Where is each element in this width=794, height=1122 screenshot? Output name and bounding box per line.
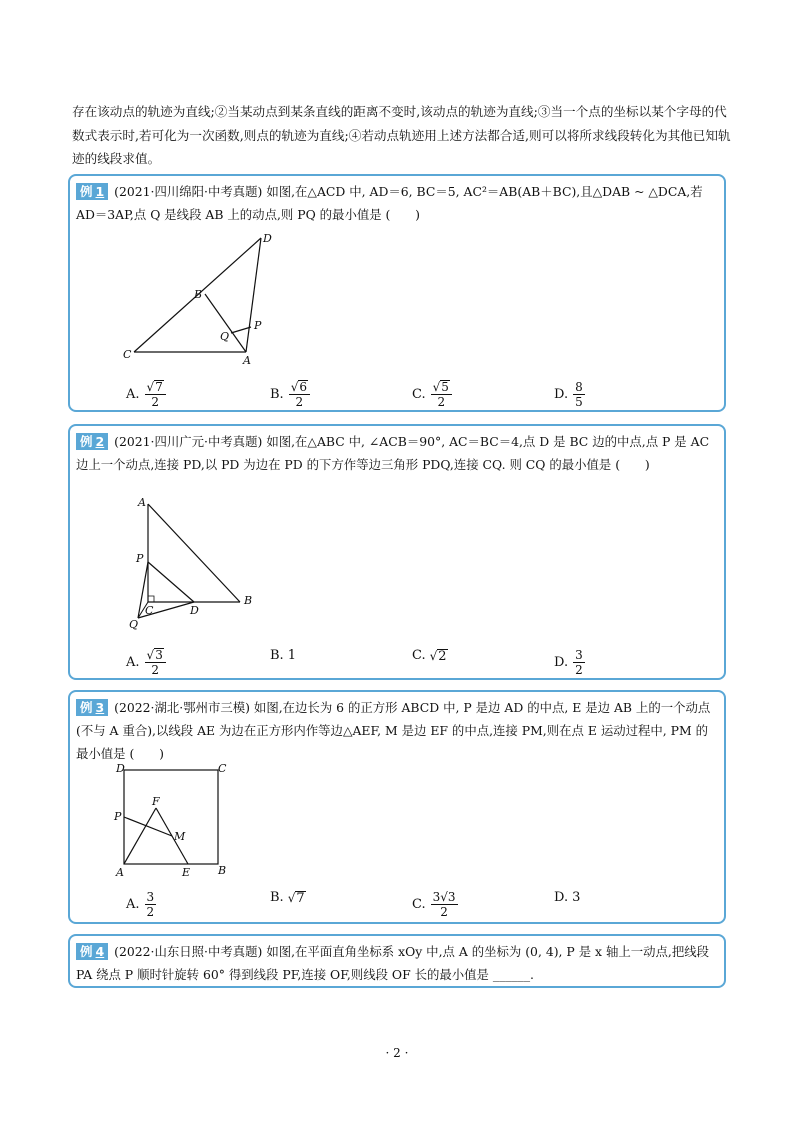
example-tag: 例 2 xyxy=(76,433,108,450)
label-c: C xyxy=(218,762,227,775)
option-a[interactable]: A. √ 3 2 xyxy=(126,648,167,677)
label-c: C xyxy=(145,604,154,617)
label-d: D xyxy=(116,762,125,775)
example-4-box xyxy=(68,934,726,988)
example-tag: 例 3 xyxy=(76,699,108,716)
option-d[interactable]: D. $\frac{8}{5}$ xyxy=(554,380,583,409)
label-b: B xyxy=(218,864,227,877)
label-a: A xyxy=(243,354,251,367)
example-1-question: (2021·四川绵阳·中考真题) 如图,在△ACD 中, AD＝6, BC＝5, AC²＝AB(AB＋BC),且△DAB ~ △DCA,若 AD＝3AP,点 Q 是线段 AB 上的动点,则 PQ 的最小值是 ( ) xyxy=(76,184,703,222)
option-c[interactable]: C. √ 2 xyxy=(412,648,447,664)
label-q: Q xyxy=(220,330,230,343)
option-b[interactable]: B. √ 7 xyxy=(270,890,305,906)
option-c[interactable]: C. √ 5 2 xyxy=(412,380,453,409)
label-b: B xyxy=(194,288,203,301)
option-d[interactable]: D. 3 xyxy=(554,890,581,905)
option-b[interactable]: B. √ 6 2 xyxy=(270,380,311,409)
label-a: A xyxy=(138,496,146,509)
label-f: F xyxy=(152,795,160,808)
page-number: · 2 · xyxy=(385,1046,409,1060)
option-c[interactable]: C. $\frac{3√3}{2}$ xyxy=(412,890,456,919)
label-e: E xyxy=(182,866,191,879)
example-1-box xyxy=(68,174,726,412)
label-d: D xyxy=(263,232,272,245)
option-b[interactable]: B. 1 xyxy=(270,648,296,663)
intro-paragraph: 存在该动点的轨迹为直线;②当某动点到某条直线的距离不变时,该动点的轨迹为直线;③当一个点的坐标以某个字母的代数式表示时,若可化为一次函数,则点的轨迹为直线;④若动点轨迹用上述方法都合适,则可以将所求线段转化为其他已知轨迹的线段求值。 xyxy=(72,104,731,166)
label-c: C xyxy=(123,348,132,361)
example-1-figure xyxy=(120,232,280,372)
label-d: D xyxy=(190,604,199,617)
option-d[interactable]: D. $\frac{3}{2}$ xyxy=(554,648,583,677)
example-tag: 例 4 xyxy=(76,943,108,960)
label-m: M xyxy=(174,830,186,843)
example-4-question: (2022·山东日照·中考真题) 如图,在平面直角坐标系 xOy 中,点 A 的坐标为 (0, 4), P 是 x 轴上一动点,把线段 PA 绕点 P 顺时针旋转 60° 得到线段 PF,连接 OF,则线段 OF 长的最小值是 ______. xyxy=(76,944,710,982)
label-p: P xyxy=(136,552,144,565)
example-3-box xyxy=(68,690,726,924)
option-a[interactable]: A. $\frac{3}{2}$ xyxy=(126,890,155,919)
example-2-question: (2021·四川广元·中考真题) 如图,在△ABC 中, ∠ACB＝90°, AC＝BC＝4,点 D 是 BC 边的中点,点 P 是 AC 边上一个动点,连接 PD,以 PD 为边在 PD 的下方作等边三角形 PDQ,连接 CQ. 则 CQ 的最小值是 ( ) xyxy=(76,434,710,472)
label-p: P xyxy=(254,319,262,332)
example-4-text xyxy=(76,940,718,986)
example-tag: 例 1 xyxy=(76,183,108,200)
example-3-text xyxy=(76,696,718,765)
example-2-box xyxy=(68,424,726,680)
label-q: Q xyxy=(129,618,139,631)
example-1-text xyxy=(76,180,718,226)
example-3-question: (2022·湖北·鄂州市三模) 如图,在边长为 6 的正方形 ABCD 中, P 是边 AD 的中点, E 是边 AB 上的一个动点 (不与 A 重合),以线段 AE 为边在正方形内作等边△AEF, M 是边 EF 的中点,连接 PM,则在点 E 运动过程中, PM 的最小值是 ( ) xyxy=(76,700,711,761)
example-2-figure xyxy=(128,496,268,636)
example-3-figure xyxy=(110,762,240,882)
label-a: A xyxy=(116,866,124,879)
option-a[interactable]: A. √ 7 2 xyxy=(126,380,167,409)
label-p: P xyxy=(114,810,122,823)
example-2-text xyxy=(76,430,718,476)
label-b: B xyxy=(244,594,253,607)
